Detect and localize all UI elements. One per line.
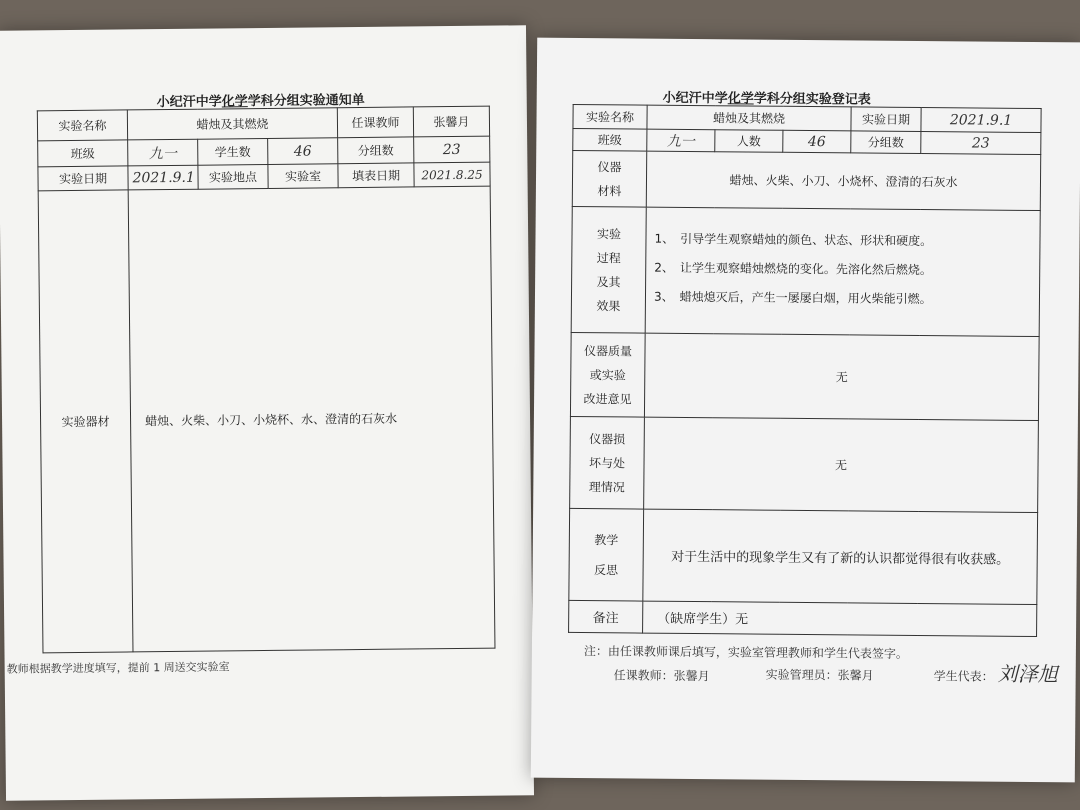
left-notice-table	[37, 106, 496, 654]
process-step: 1、 引导学生观察蜡烛的颜色、状态、形状和硬度。	[654, 231, 933, 249]
r-instruments-value: 蜡烛、火柴、小刀、小烧杯、澄清的石灰水	[646, 151, 1040, 210]
class-value: 九一	[128, 139, 198, 166]
r-class-label: 班级	[573, 128, 647, 151]
process-step: 3、 蜡烛熄灭后，产生一屡屡白烟，用火柴能引燃。	[653, 289, 932, 307]
left-form-title: 小纪汗中学化学学科分组实验通知单	[156, 92, 365, 111]
admin-signature: 实验管理员：张馨月	[765, 667, 874, 683]
teacher-label: 任课教师	[337, 107, 413, 138]
r-class-value: 九一	[647, 129, 715, 152]
r-damage-value: 无	[644, 417, 1039, 512]
right-note: 注：由任课教师课后填写，实验室管理教师和学生代表签字。	[583, 644, 908, 661]
r-date-value: 2021.9.1	[921, 107, 1041, 132]
students-value: 46	[268, 138, 338, 165]
right-form-title: 小纪汗中学化学学科分组实验登记表	[662, 90, 871, 108]
r-process-value	[645, 207, 1040, 336]
experiment-name-label: 实验名称	[37, 110, 127, 141]
r-quality-value: 无	[644, 333, 1039, 420]
date-value: 2021.9.1	[128, 165, 198, 190]
teacher-value: 张馨月	[413, 106, 489, 137]
r-groups-label: 分组数	[851, 131, 921, 154]
fill-date-label: 填表日期	[338, 163, 414, 188]
r-reflection-label: 教学 反思	[569, 508, 644, 601]
class-label: 班级	[38, 140, 128, 167]
students-label: 学生数	[198, 138, 268, 165]
experiment-name-value: 蜡烛及其燃烧	[127, 108, 337, 140]
equipment-value: 蜡烛、火柴、小刀、小烧杯、水、澄清的石灰水	[128, 186, 495, 652]
r-date-label: 实验日期	[851, 107, 921, 132]
process-step: 2、 让学生观察蜡烛燃烧的变化。先溶化然后燃烧。	[654, 260, 932, 278]
teacher-signature: 任课教师：张馨月	[613, 668, 710, 684]
right-register-sheet	[531, 38, 1080, 783]
r-people-value: 46	[783, 130, 851, 153]
equipment-label: 实验器材	[38, 190, 133, 653]
r-remarks-value: （缺席学生）无	[643, 601, 1037, 636]
r-reflection-value: 对于生活中的现象学生又有了新的认识都觉得很有收获感。	[643, 509, 1038, 604]
left-footnote: 教师根据教学进度填写，提前 1 周送交实验室	[6, 660, 230, 676]
r-groups-value: 23	[921, 131, 1041, 154]
groups-label: 分组数	[338, 137, 414, 164]
r-process-label: 实验 过程 及其 效果	[571, 206, 646, 333]
location-label: 实验地点	[198, 164, 268, 189]
fill-date-value: 2021.8.25	[414, 162, 490, 187]
r-experiment-name-value: 蜡烛及其燃烧	[647, 105, 851, 131]
r-quality-label: 仪器质量 或实验 改进意见	[570, 332, 645, 417]
r-damage-label: 仪器损 坏与处 理情况	[570, 416, 645, 509]
right-register-table	[568, 104, 1042, 637]
student-rep-label: 学生代表：	[933, 669, 994, 684]
r-experiment-name-label: 实验名称	[573, 104, 647, 129]
date-label: 实验日期	[38, 166, 128, 191]
left-notice-sheet	[0, 25, 534, 800]
r-instrument-label: 仪器 材料	[572, 150, 646, 207]
r-remarks-label: 备注	[569, 600, 643, 633]
r-people-label: 人数	[715, 130, 783, 153]
student-rep-signature: 刘泽旭	[997, 661, 1058, 687]
location-value: 实验室	[268, 164, 338, 189]
groups-value: 23	[414, 136, 490, 163]
